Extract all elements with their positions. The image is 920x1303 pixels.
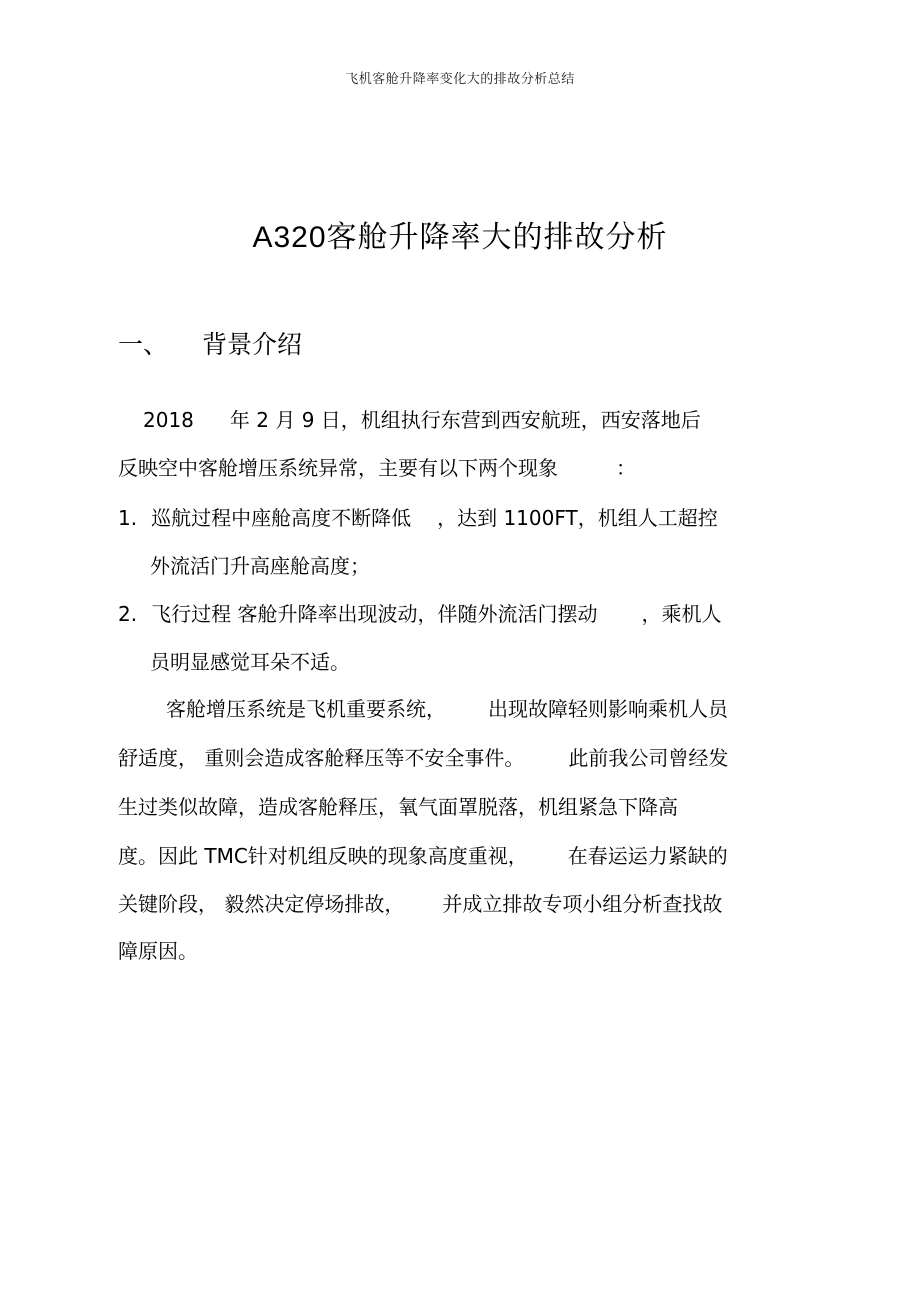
intro-line-2 xyxy=(118,458,636,478)
list-item-number: 1. xyxy=(118,506,138,530)
list-item-text-cont: ，达到 1100FT，机组人工超控 xyxy=(437,506,718,530)
section-number: 一、 xyxy=(118,330,169,359)
intro-line-1-text: 年 2 月 9 日，机组执行东营到西安航班，西安落地后 xyxy=(229,408,701,432)
paragraph-line xyxy=(118,894,722,914)
list-item-text-cont: ，乘机人 xyxy=(641,602,722,626)
list-item-line-2: 员明显感觉耳朵不适。 xyxy=(150,650,350,674)
intro-line-2-text: 反映空中客舱增压系统异常，主要有以下两个现象 xyxy=(118,456,558,480)
section-heading xyxy=(118,325,302,361)
paragraph-line xyxy=(118,846,728,866)
list-item-number: 2. xyxy=(118,602,138,626)
list-item xyxy=(118,508,718,528)
paragraph-text: 关键阶段， 毅然决定停场排故， xyxy=(118,892,405,916)
paragraph-line xyxy=(166,699,728,719)
paragraph-text: 并成立排故专项小组分析查找故 xyxy=(442,892,723,916)
list-item-text: 飞行过程 客舱升降率出现波动，伴随外流活门摆动 xyxy=(151,602,598,626)
list-item-line-2: 外流活门升高座舱高度； xyxy=(150,554,370,578)
intro-colon: ： xyxy=(616,456,636,480)
paragraph-text: 此前我公司曾经发 xyxy=(568,746,729,770)
section-title: 背景介绍 xyxy=(202,330,303,359)
paragraph-text: 度。因此 TMC针对机组反映的现象高度重视， xyxy=(118,844,528,868)
list-item-text: 巡航过程中座舱高度不断降低 xyxy=(151,506,412,530)
paragraph-text: 在春运运力紧缺的 xyxy=(567,844,728,868)
paragraph-text: 客舱增压系统是飞机重要系统， xyxy=(166,697,446,721)
running-header: 飞机客舱升降率变化大的排故分析总结 xyxy=(345,72,575,87)
paragraph-line: 障原因。 xyxy=(118,939,198,963)
document-title: A320客舱升降率大的排故分析 xyxy=(252,221,668,254)
paragraph-text: 出现故障轻则影响乘机人员 xyxy=(488,697,728,721)
paragraph-line xyxy=(118,748,728,768)
intro-year: 2018 xyxy=(143,408,194,432)
paragraph-text: 舒适度， 重则会造成客舱释压等不安全事件。 xyxy=(118,746,525,770)
paragraph-line: 生过类似故障，造成客舱释压，氧气面罩脱落，机组紧急下降高 xyxy=(118,795,678,819)
list-item xyxy=(118,604,721,624)
intro-line-1 xyxy=(143,410,701,430)
